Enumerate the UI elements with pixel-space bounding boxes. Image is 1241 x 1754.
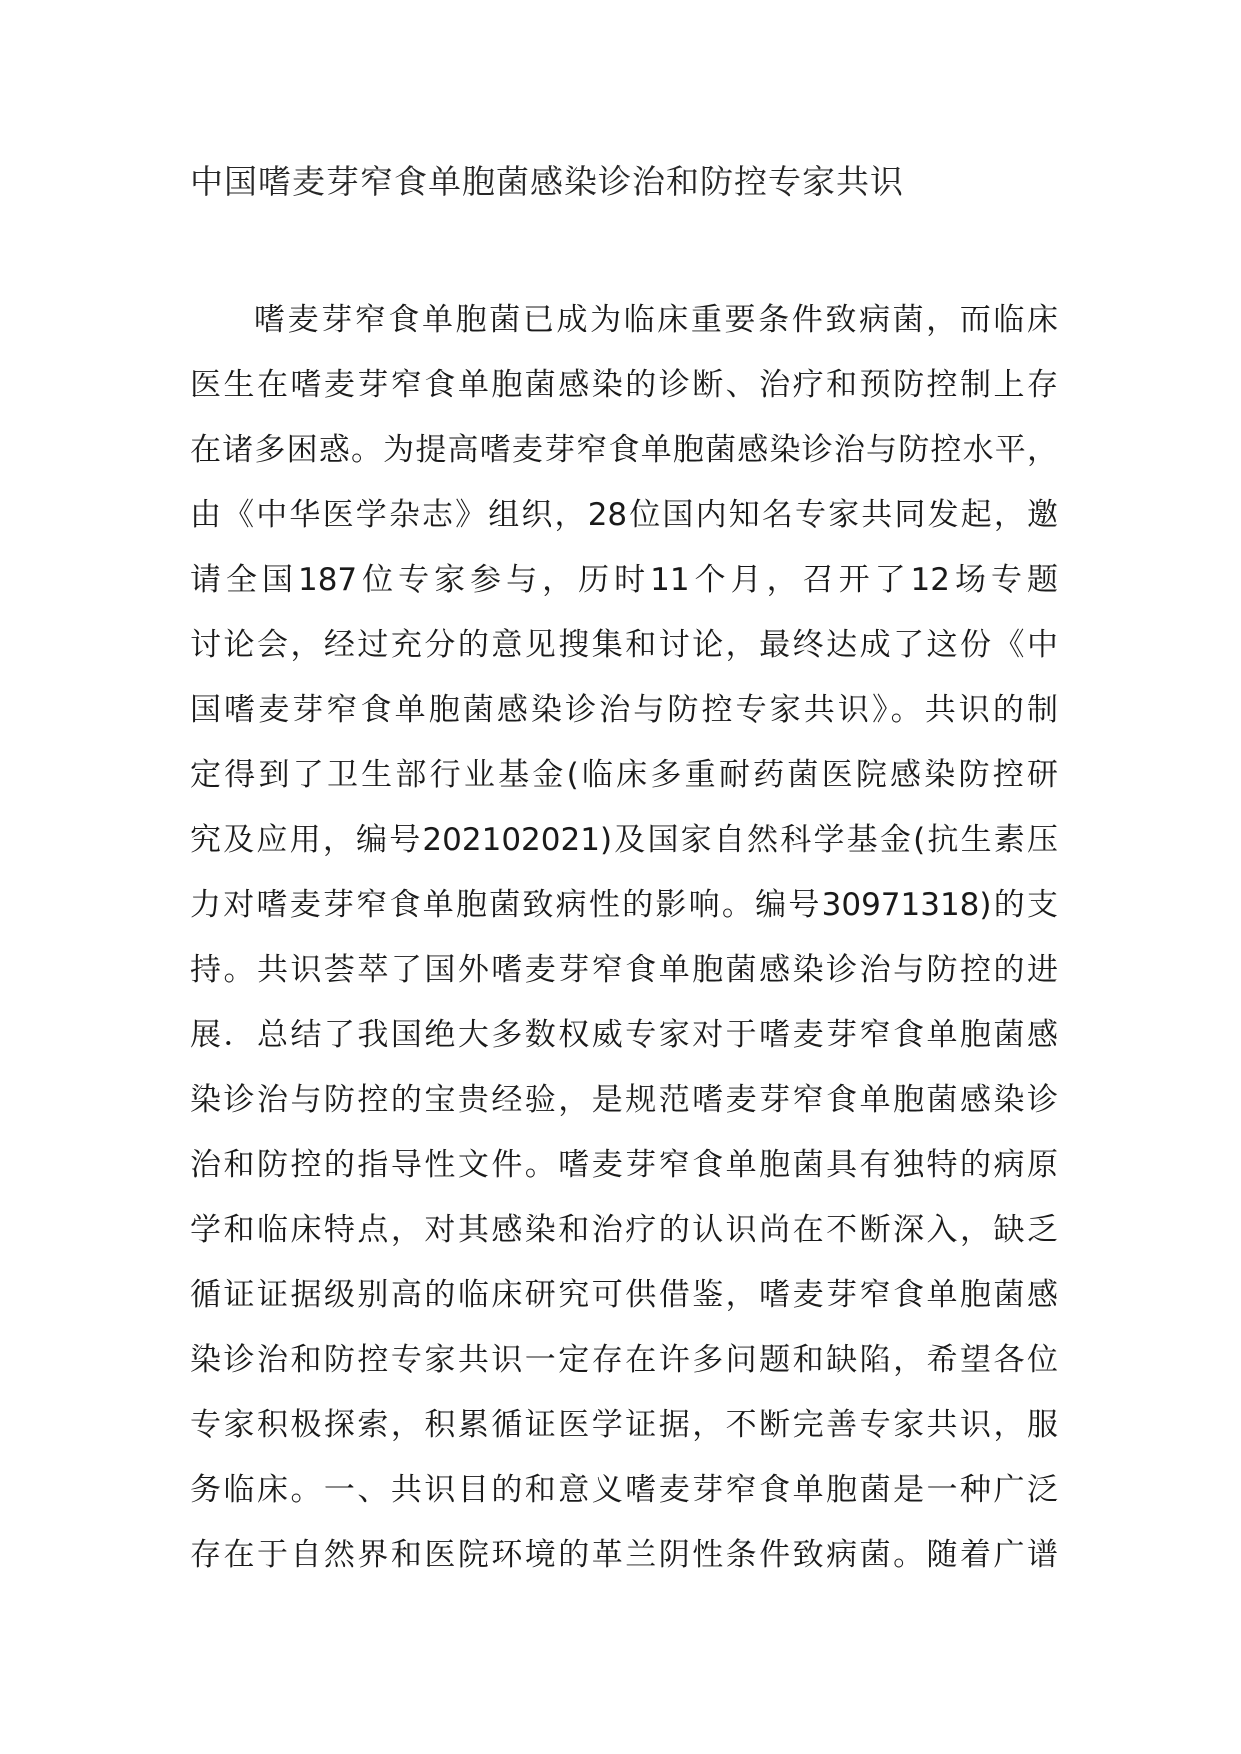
text-line: 讨论会，经过充分的意见搜集和讨论，最终达成了这份《中 [190, 627, 1058, 663]
document-title: 中国嗜麦芽窄食单胞菌感染诊治和防控专家共识 [190, 162, 904, 201]
text-line: 在诸多困惑。为提高嗜麦芽窄食单胞菌感染诊治与防控水平， [190, 432, 1058, 468]
text-line: 请全国187位专家参与，历时11个月，召开了12场专题 [190, 562, 1058, 598]
text-line: 存在于自然界和医院环境的革兰阴性条件致病菌。随着广谱 [190, 1537, 1058, 1573]
text-line: 嗜麦芽窄食单胞菌已成为临床重要条件致病菌，而临床 [254, 302, 1058, 338]
text-line: 定得到了卫生部行业基金(临床多重耐药菌医院感染防控研 [190, 757, 1058, 793]
text-line: 治和防控的指导性文件。嗜麦芽窄食单胞菌具有独特的病原 [190, 1147, 1058, 1183]
text-line: 循证证据级别高的临床研究可供借鉴，嗜麦芽窄食单胞菌感 [190, 1277, 1058, 1313]
text-line: 国嗜麦芽窄食单胞菌感染诊治与防控专家共识》。共识的制 [190, 692, 1058, 728]
text-line: 染诊治和防控专家共识一定存在许多问题和缺陷，希望各位 [190, 1342, 1058, 1378]
text-line: 力对嗜麦芽窄食单胞菌致病性的影响。编号30971318)的支 [190, 887, 1058, 923]
body-paragraph [190, 288, 1058, 1588]
text-line: 究及应用，编号202102021)及国家自然科学基金(抗生素压 [190, 822, 1058, 858]
text-line: 由《中华医学杂志》组织，28位国内知名专家共同发起，邀 [190, 497, 1058, 533]
text-line: 染诊治与防控的宝贵经验，是规范嗜麦芽窄食单胞菌感染诊 [190, 1082, 1058, 1118]
text-line: 专家积极探索，积累循证医学证据，不断完善专家共识，服 [190, 1407, 1058, 1443]
text-line: 医生在嗜麦芽窄食单胞菌感染的诊断、治疗和预防控制上存 [190, 367, 1058, 403]
text-line: 持。共识荟萃了国外嗜麦芽窄食单胞菌感染诊治与防控的进 [190, 952, 1058, 988]
text-line: 务临床。一、共识目的和意义嗜麦芽窄食单胞菌是一种广泛 [190, 1472, 1058, 1508]
text-line: 展．总结了我国绝大多数权威专家对于嗜麦芽窄食单胞菌感 [190, 1017, 1058, 1053]
text-line: 学和临床特点，对其感染和治疗的认识尚在不断深入，缺乏 [190, 1212, 1058, 1248]
